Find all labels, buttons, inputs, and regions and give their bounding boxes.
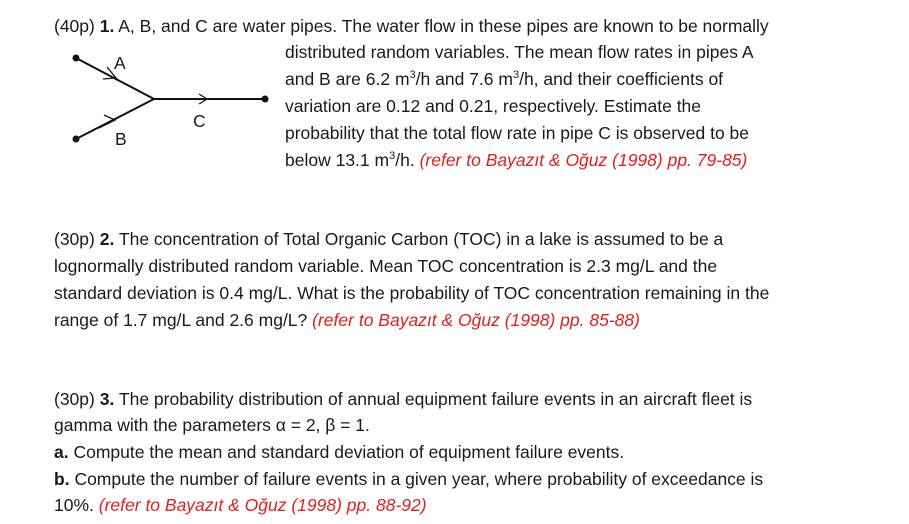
pipe-c-label: C bbox=[193, 111, 206, 131]
q2-line-2: lognormally distributed random variable. Mean TOC concentration is 2.3 mg/L and the bbox=[54, 256, 718, 276]
q3-number: 3. bbox=[99, 389, 115, 409]
pipe-b-end-dot bbox=[73, 136, 80, 143]
q2-line-3: standard deviation is 0.4 mg/L. What is the probability of TOC concentration remaining in the bbox=[54, 283, 770, 303]
pipe-a-label: A bbox=[114, 53, 126, 73]
pipe-b-label: B bbox=[115, 129, 127, 149]
q3-line-1: (30p) 3. The probability distribution of annual equipment failure events in an aircraft fleet is bbox=[54, 389, 753, 409]
q1-line-4: variation are 0.12 and 0.21, respectively. Estimate the bbox=[285, 96, 702, 116]
q3-line-2: gamma with the parameters α = 2, β = 1. bbox=[54, 415, 370, 435]
q2-number: 2. bbox=[99, 229, 115, 249]
q3-points: (30p) bbox=[54, 389, 95, 409]
q2-line-4: range of 1.7 mg/L and 2.6 mg/L? (refer to Bayazıt & Oğuz (1998) pp. 85-88) bbox=[54, 310, 640, 330]
q1-line-5: probability that the total flow rate in pipe C is observed to be bbox=[285, 123, 750, 143]
q2-reference: (refer to Bayazıt & Oğuz (1998) pp. 85-88) bbox=[312, 310, 640, 330]
q3-part-b: b. Compute the number of failure events in a given year, where probability of exceedance is bbox=[54, 469, 764, 489]
q1-number: 1. bbox=[99, 16, 115, 36]
q1-line-2: distributed random variables. The mean flow rates in pipes A bbox=[285, 42, 754, 62]
q1-line-1 bbox=[54, 15, 769, 37]
q2-line-1: (30p) 2. The concentration of Total Organic Carbon (TOC) in a lake is assumed to be a bbox=[54, 229, 724, 249]
q2-points: (30p) bbox=[54, 229, 95, 249]
q3-part-b-line-2: 10%. (refer to Bayazıt & Oğuz (1998) pp. 88-92) bbox=[54, 495, 427, 515]
q1-reference: (refer to Bayazıt & Oğuz (1998) pp. 79-85) bbox=[419, 150, 748, 170]
q1-text-1: A, B, and C are water pipes. The water flow in these pipes are known to be normally bbox=[118, 16, 769, 36]
pipe-diagram bbox=[60, 48, 280, 158]
q1-line-6: below 13.1 $m^3/h$. (refer to Bayazıt & Oğuz (1998) pp. 79-85) bbox=[285, 150, 748, 170]
q1-line-3: and B are 6.2 $m^3/h$ and 7.6 $m^3/h$, and their coefficients of bbox=[285, 69, 724, 89]
q3-reference: (refer to Bayazıt & Oğuz (1998) pp. 88-92) bbox=[98, 495, 427, 515]
pipe-network-svg bbox=[60, 48, 280, 158]
pipe-a-end-dot bbox=[73, 55, 80, 62]
q1-points: (40p) bbox=[54, 16, 95, 36]
pipe-c-end-dot bbox=[262, 96, 269, 103]
q3-part-a: a. Compute the mean and standard deviation of equipment failure events. bbox=[54, 442, 625, 462]
